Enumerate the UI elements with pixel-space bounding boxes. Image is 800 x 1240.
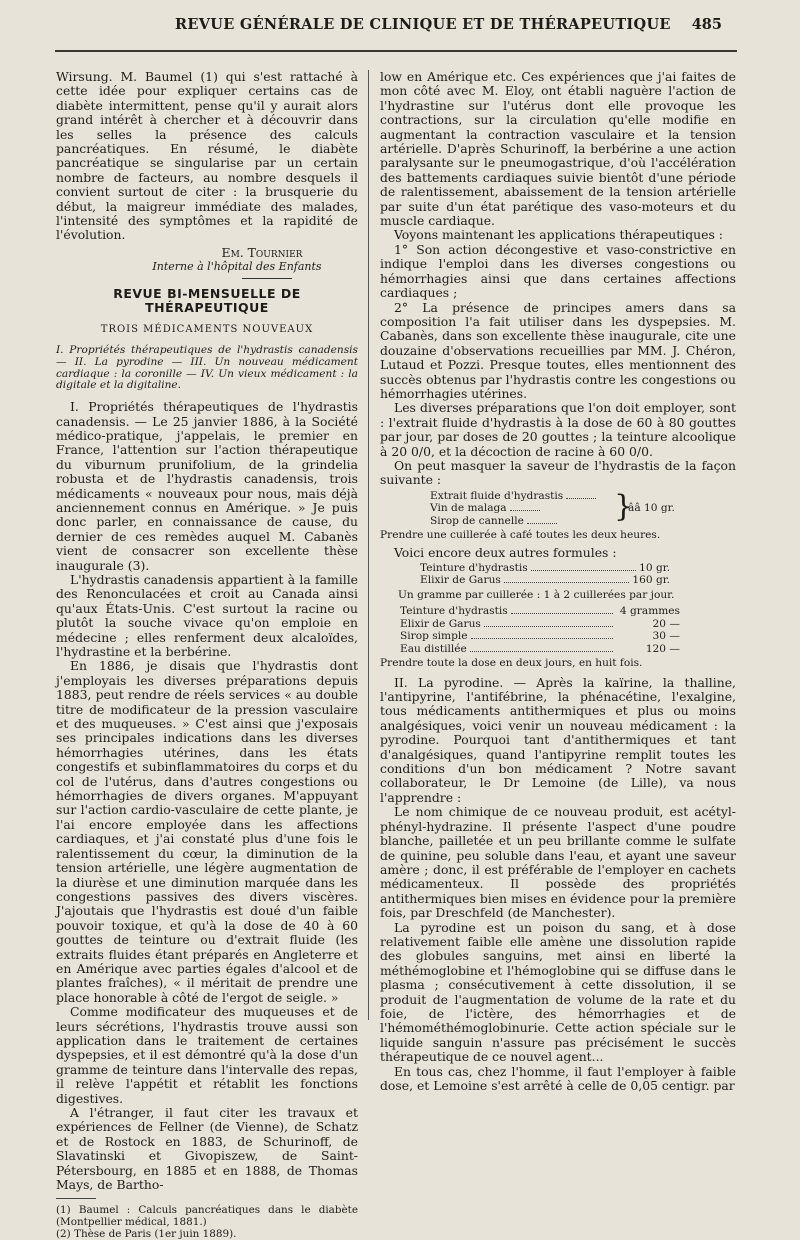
dot-leader bbox=[470, 651, 613, 652]
paragraph: Voici encore deux autres formules : bbox=[394, 544, 617, 560]
formula-quantity: 20 — bbox=[652, 617, 680, 630]
formula-row bbox=[400, 605, 680, 617]
column-divider bbox=[368, 70, 369, 1020]
formula-2 bbox=[420, 562, 670, 587]
formula-row bbox=[420, 574, 670, 586]
paragraph: On peut masquer la saveur de l'hydrastis de la façon suivante : bbox=[380, 457, 736, 488]
paragraph: En tous cas, chez l'homme, il faut l'employer à faible dose, et Lemoine s'est arrêté à celle de 0,05 centigr. par bbox=[380, 1063, 736, 1093]
formula-row bbox=[400, 630, 680, 642]
paragraph: I. Propriétés thérapeutiques de l'hydrastis canadensis. — Le 25 janvier 1886, à la Société médico-pratique, j'appelais, le premier en France, l'attention sur l'action thérapeutique du viburnum prunifolium, de la grindelia robusta et de l'hydrastis canadensis, trois médicaments « nouveaux pour nous, mais déjà anciennement connus en Amérique. » Je puis donc parler, en connaissance de cause, du dernier de ces remèdes auquel M. Cabanès vient de consacrer son excellente thèse inaugurale (3). bbox=[56, 399, 358, 573]
formula-quantity: ââ 10 gr. bbox=[628, 501, 675, 514]
dot-leader bbox=[566, 498, 596, 499]
formula-ingredient: Elixir de Garus bbox=[400, 617, 481, 630]
paragraph: low en Amérique etc. Ces expériences que j'ai faites de mon côté avec M. Eloy, ont établi naguère l'action de l'hydrastine sur l'utérus dont elle provoque les contractions, sur la circulation qu'elle modifie en augmentant la contraction vasculaire et la tension artérielle. D'après Schurinoff, la berbérine a une action paralysante sur le pneumogastrique, d'où l'accélération des battements cardiaques suivie bientôt d'une période de ralentissement, abaissement de la tension artérielle par suite d'un état parétique des vaso-moteurs et du muscle cardiaque. bbox=[380, 69, 736, 229]
footnote-rule bbox=[56, 1198, 96, 1199]
dot-leader bbox=[504, 582, 630, 583]
right-column bbox=[380, 70, 736, 1093]
paragraph: En 1886, je disais que l'hydrastis dont j'employais les diverses préparations depuis 1883, peut rendre de réels services « au double titre de modificateur de la pression vasculaire et des muqueuses. » C'est ainsi que j'exposais ses principales indications dans les diverses hémorrhagies utérines, dans les états congestifs et subinflammatoires du corps et du col de l'utérus, dans d'autres congestions ou hémorrhagies de divers organes. M'appuyant sur l'action cardio-vasculaire de cette plante, je l'ai encore employée dans les affections cardiaques, et j'ai constaté plus d'une fois le ralentissement du cœur, la diminution de la tension artérielle, une légère augmentation de la diurèse et une diminution marquée dans les congestions passives des divers viscères. J'ajoutais que l'hydrastis est doué d'un faible pouvoir toxique, et qu'à la dose de 40 à 60 gouttes de teinture ou d'extrait fluide (les extraits fluides étant préparés en Angleterre et en Amérique avec parties égales d'alcool et de plantes fraîches), « il méritait de prendre une place honorable à côté de l'ergot de seigle. » bbox=[56, 658, 358, 1005]
paragraph: Voyons maintenant les applications thérapeutiques : bbox=[394, 227, 723, 243]
paragraph: A l'étranger, il faut citer les travaux et expériences de Fellner (de Vienne), de Schatz et de Rostock en 1883, de Schurinoff, de Slavatinski et Givopiszew, de Saint-Pétersbourg, en 1885 et en 1888, de Thomas Mays, de Bartho- bbox=[56, 1105, 358, 1193]
formula-note: Prendre toute la dose en deux jours, en huit fois. bbox=[380, 657, 643, 670]
paragraph: Comme modificateur des muqueuses et de leurs sécrétions, l'hydrastis trouve aussi son application dans le traitement de certaines dyspepsies, et il est démontré qu'à la dose d'un gramme de teinture dans l'intervalle des repas, il relève l'appétit et rétablit les fonctions digestives. bbox=[56, 1004, 358, 1106]
formula-note: Prendre une cuillerée à café toutes les deux heures. bbox=[380, 529, 661, 541]
formula-ingredient: Vin de malaga bbox=[430, 502, 507, 515]
formula-1 bbox=[430, 488, 675, 527]
formula-ingredient: Elixir de Garus bbox=[420, 574, 501, 587]
paragraph: Wirsung. M. Baumel (1) qui s'est rattaché à cette idée pour expliquer certains cas de diabète intermittent, pense qu'il y aurait alors grand intérêt à chercher et à découvrir dans les selles la présence des calculs pancréatiques. En résumé, le diabète pancréatique se singularise par un certain nombre de facteurs, au nombre desquels il convient surtout de citer : la brusquerie du début, la maigreur immédiate des malades, l'intensité des symptômes et la rapidité de l'évolution. bbox=[56, 69, 358, 243]
author-signature: Em. Tournier bbox=[221, 244, 303, 260]
dot-leader bbox=[471, 638, 613, 639]
paragraph: II. La pyrodine. — Après la kaïrine, la thalline, l'antipyrine, l'antifébrine, la phénacétine, l'exalgine, tous médicaments antithermiques et plus ou moins analgésiques, voici venir un nouveau médicament : la pyrodine. Pourquoi tant d'antithermiques et tant d'analgésiques, quand l'antipyrine remplit toutes les conditions d'un bon médicament ? Notre savant collaborateur, le Dr Lemoine (de Lille), va nous l'apprendre : bbox=[380, 674, 736, 805]
footnote: (2) Thèse de Paris (1er juin 1889). bbox=[56, 1228, 237, 1240]
footnote: (1) Baumel : Calculs pancréatiques dans le diabète (Montpellier médical, 1881.) bbox=[56, 1204, 358, 1229]
brace-glyph: } bbox=[614, 488, 634, 524]
header-rule bbox=[55, 50, 737, 52]
formula-ingredient: Sirop de cannelle bbox=[430, 514, 524, 527]
journal-title: REVUE GÉNÉRALE DE CLINIQUE ET DE THÉRAPEUTIQUE bbox=[175, 16, 671, 33]
paragraph: 2° La présence de principes amers dans sa composition l'a fait utiliser dans les dyspepsies. M. Cabanès, dans son excellente thèse inaugurale, cite une douzaine d'observations recueillies par MM. J. Chéron, Lutaud et Pozzi. Presque toutes, elles mentionnent des succès obtenus par l'hydrastis contre les congestions ou hémorrhagies utérines. bbox=[380, 299, 736, 401]
dot-leader bbox=[510, 510, 540, 511]
ornament-divider bbox=[242, 278, 292, 279]
formula-ingredient: Teinture d'hydrastis bbox=[420, 562, 528, 574]
page-number: 485 bbox=[691, 16, 722, 33]
subsection-title: TROIS MÉDICAMENTS NOUVEAUX bbox=[100, 323, 314, 335]
formula-quantity: 160 gr. bbox=[632, 574, 670, 587]
running-head bbox=[0, 16, 800, 38]
dot-leader bbox=[511, 613, 613, 614]
formula-quantity: 4 grammes bbox=[619, 605, 680, 618]
dot-leader bbox=[484, 626, 613, 627]
formula-ingredient: Eau distillée bbox=[400, 642, 467, 655]
formula-ingredient: Sirop simple bbox=[400, 630, 468, 643]
paragraph: La pyrodine est un poison du sang, et à dose relativement faible elle amène une dissolution rapide des globules sanguins, met ainsi en liberté la méthémoglobine et l'hémoglobine qui se diffuse dans le plasma ; consécutivement à cette dissolution, il se produit de l'augmentation de volume de la rate et du foie, de l'ictère, des hémorrhagies et de l'hémométhémoglobinurie. Cette action spéciale sur le liquide sanguin n'assure pas précisément le succès thérapeutique de ce nouvel agent... bbox=[380, 919, 736, 1065]
formula-3 bbox=[400, 605, 680, 655]
formula-quantity: 10 gr. bbox=[639, 562, 670, 574]
author-role: Interne à l'hôpital des Enfants bbox=[152, 260, 322, 274]
formula-row bbox=[400, 618, 680, 630]
paragraph: 1° Son action décongestive et vaso-constrictive en indique l'emploi dans les diverses congestions ou hémorrhagies ainsi que dans certaines affections cardiaques ; bbox=[380, 241, 736, 301]
formula-note: Un gramme par cuillerée : 1 à 2 cuillerées par jour. bbox=[398, 588, 675, 601]
formula-row bbox=[430, 515, 670, 527]
formula-row bbox=[400, 643, 680, 655]
table-of-contents: I. Propriétés thérapeutiques de l'hydrastis canadensis — II. La pyrodine — III. Un nouveau médicament cardiaque : la coronille — IV. Un vieux médicament : la digitale et la digitaline. bbox=[56, 343, 358, 392]
formula-row bbox=[420, 562, 670, 574]
dot-leader bbox=[527, 523, 557, 524]
formula-ingredient: Extrait fluide d'hydrastis bbox=[430, 489, 564, 502]
paragraph: L'hydrastis canadensis appartient à la famille des Renonculacées et croit au Canada ainsi qu'aux États-Unis. C'est surtout la racine ou plutôt la souche vivace qu'on emploie en médecine ; elles renferment deux alcaloïdes, l'hydrastine et la berbérine. bbox=[56, 571, 358, 659]
left-column bbox=[56, 70, 358, 1240]
section-title: REVUE BI-MENSUELLE DE THÉRAPEUTIQUE bbox=[113, 285, 301, 316]
paragraph: Le nom chimique de ce nouveau produit, est acétyl-phényl-hydrazine. Il présente l'aspect d'une poudre blanche, pailletée et un peu brillante comme le sulfate de quinine, peu soluble dans l'eau, et ayant une saveur amère ; donc, il est préférable de l'employer en cachets médicamenteux. Il possède des propriétés antithermiques bien mises en évidence pour la première fois, par Dreschfeld (de Manchester). bbox=[380, 804, 736, 921]
formula-ingredient: Teinture d'hydrastis bbox=[400, 605, 508, 618]
dot-leader bbox=[531, 570, 636, 571]
formula-row bbox=[430, 490, 670, 502]
paragraph: Les diverses préparations que l'on doit employer, sont : l'extrait fluide d'hydrastis à la dose de 60 à 80 gouttes par jour, par doses de 20 gouttes ; la teinture alcoolique à 20 0/0, et la décoction de racine à 60 0/0. bbox=[380, 400, 736, 459]
formula-quantity: 30 — bbox=[652, 630, 680, 643]
formula-quantity: 120 — bbox=[645, 642, 680, 655]
